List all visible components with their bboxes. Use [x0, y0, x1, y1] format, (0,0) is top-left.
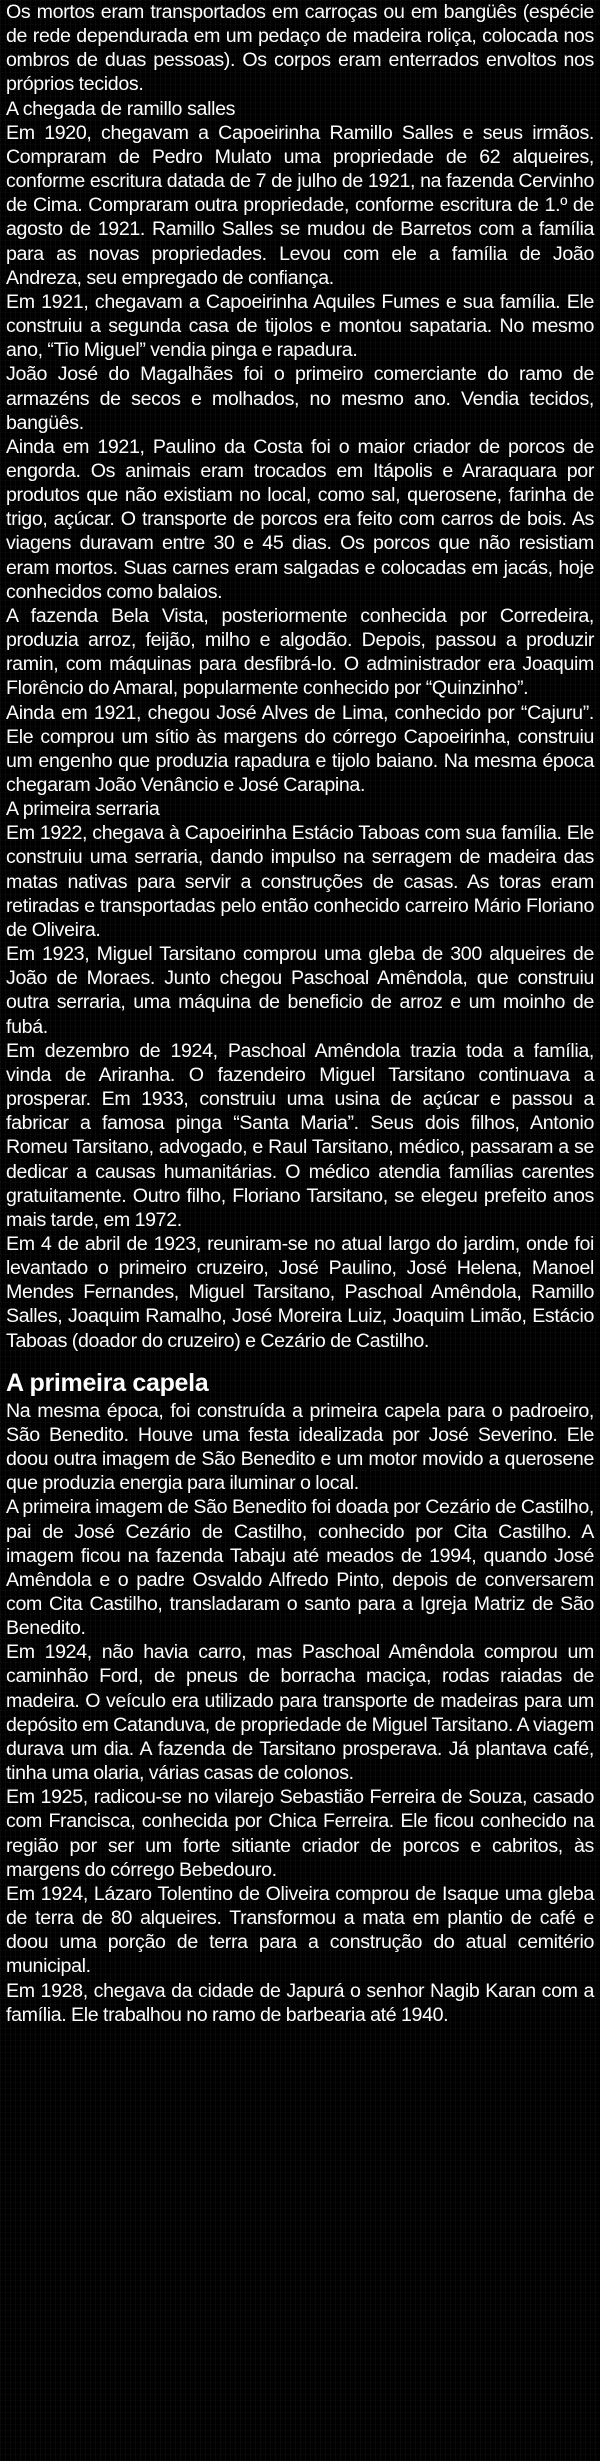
paragraph: Na mesma época, foi construída a primeira capela para o padroeiro, São Benedito. Houve uma festa idealizada por José Severino. Ele doou outra imagem de São Benedito e um motor movido a querosene que produzia energia para iluminar o local. [6, 1399, 594, 1495]
paragraph: Em 1924, Lázaro Tolentino de Oliveira comprou de Isaque uma gleba de terra de 80 alqueires. Transformou a mata em plantio de café e doou uma porção de terra para a construção do atual cemitério municipal. [6, 1882, 594, 1978]
paragraph: Em 4 de abril de 1923, reuniram-se no atual largo do jardim, onde foi levantado o primeiro cruzeiro, José Paulino, José Helena, Manoel Mendes Fernandes, Miguel Tarsitano, Paschoal Amêndola, Ramillo Salles, Joaquim Ramalho, José Moreira Luiz, Joaquim Limão, Estácio Taboas (doador do cruzeiro) e Cezário de Castilho. [6, 1232, 594, 1352]
paragraph: Em dezembro de 1924, Paschoal Amêndola trazia toda a família, vinda de Ariranha. O fazendeiro Miguel Tarsitano continuava a prosperar. Em 1933, construiu uma usina de açúcar e passou a fabricar a famosa pinga “Santa Maria”. Seus dois filhos, Antonio Romeu Tarsitano, advogado, e Raul Tarsitano, médico, passaram a se dedicar a causas humanitárias. O médico atendia famílias carentes gratuitamente. Outro filho, Floriano Tarsitano, se elegeu prefeito anos mais tarde, em 1972. [6, 1039, 594, 1231]
paragraph: Em 1928, chegava da cidade de Japurá o senhor Nagib Karan com a família. Ele trabalhou no ramo de barbearia até 1940. [6, 1979, 594, 2026]
paragraph: Em 1925, radicou-se no vilarejo Sebastião Ferreira de Souza, casado com Francisca, conhecida por Chica Ferreira. Ele ficou conhecido na região por ser um forte sitiante criador de porcos e cabritos, às margens do córrego Bebedouro. [6, 1786, 594, 1881]
paragraph: A primeira imagem de São Benedito foi doada por Cezário de Castilho, pai de José Cezário de Castilho, conhecido por Cita Castilho. A imagem ficou na fazenda Tabaju até meados de 1994, quando José Amêndola e o padre Osvaldo Alfredo Pinto, depois de conversarem com Cita Castilho, transladaram o santo para a Igreja Matriz de São Benedito. [6, 1496, 594, 1640]
paragraph: João José do Magalhães foi o primeiro comerciante do ramo de armazéns de secos e molhados, no mesmo ano. Vendia tecidos, bangüês. [6, 363, 594, 434]
paragraph: Ainda em 1921, Paulino da Costa foi o maior criador de porcos de engorda. Os animais eram trocados em Itápolis e Araraquara por produtos que não existiam no local, como sal, querosene, farinha de trigo, açúcar. O transporte de porcos era feito com carros de bois. As viagens duravam entre 30 e 45 dias. Os porcos que não resistiam eram mortos. Suas carnes eram salgadas e colocadas em jacás, hoje conhecidos como balaios. [6, 435, 594, 603]
paragraph: Em 1921, chegavam a Capoeirinha Aquiles Fumes e sua família. Ele construiu a segunda casa de tijolos e montou sapataria. No mesmo ano, “Tio Miguel” vendia pinga e rapadura. [6, 290, 594, 362]
paragraph: Os mortos eram transportados em carroças ou em bangüês (espécie de rede dependurada em um pedaço de madeira roliça, colocada nos ombros de duas pessoas). Os corpos eram enterrados envoltos nos próprios tecidos. [6, 1, 594, 96]
paragraph: Em 1920, chegavam a Capoeirinha Ramillo Salles e seus irmãos. Compraram de Pedro Mulato uma propriedade de 62 alqueires, conforme escritura datada de 7 de julho de 1921, na fazenda Cervinho de Cima. Compraram outra propriedade, conforme escritura de 1.º de agosto de 1921. Ramillo Salles se mudou de Barretos com a família para as novas propriedades. Levou com ele a família de João Andreza, seu empregado de confiança. [6, 121, 594, 289]
subheading-first-sawmill: A primeira serraria [6, 798, 160, 821]
paragraph: Em 1922, chegava à Capoeirinha Estácio Taboas com sua família. Ele construiu uma serraria, dando impulso na serragem de madeira das matas nativas para servir a construções de casas. As toras eram retiradas e transportadas pelo então conhecido carreiro Mário Floriano de Oliveira. [6, 822, 594, 941]
paragraph: A fazenda Bela Vista, posteriormente conhecida por Corredeira, produzia arroz, feijão, milho e algodão. Depois, passou a produzir ramin, com máquinas para desfibrá-lo. O administrador era Joaquim Florêncio do Amaral, popularmente conhecido por “Quinzinho”. [6, 604, 594, 700]
paragraph: Em 1923, Miguel Tarsitano comprou uma gleba de 300 alqueires de João de Moraes. Junto chegou Paschoal Amêndola, que construiu outra serraria, uma máquina de beneficio de arroz e um moinho de fubá. [6, 943, 594, 1038]
paragraph: Ainda em 1921, chegou José Alves de Lima, conhecido por “Cajuru”. Ele comprou um sítio às margens do córrego Capoeirinha, construiu um engenho que produzia rapadura e tijolo baiano. Na mesma época chegaram João Venâncio e José Carapina. [6, 701, 594, 796]
paragraph: Em 1924, não havia carro, mas Paschoal Amêndola comprou um caminhão Ford, de pneus de borracha maciça, rodas raiadas de madeira. O veículo era utilizado para transporte de madeiras para um depósito em Catanduva, de propriedade de Miguel Tarsitano. A viagem durava um dia. A fazenda de Tarsitano prosperava. Já plantava café, tinha uma olaria, várias casas de colonos. [6, 1641, 595, 1785]
subheading-arrival-ramillo-salles: A chegada de ramillo salles [6, 97, 236, 120]
section-title-first-chapel: A primeira capela [6, 1368, 209, 1397]
